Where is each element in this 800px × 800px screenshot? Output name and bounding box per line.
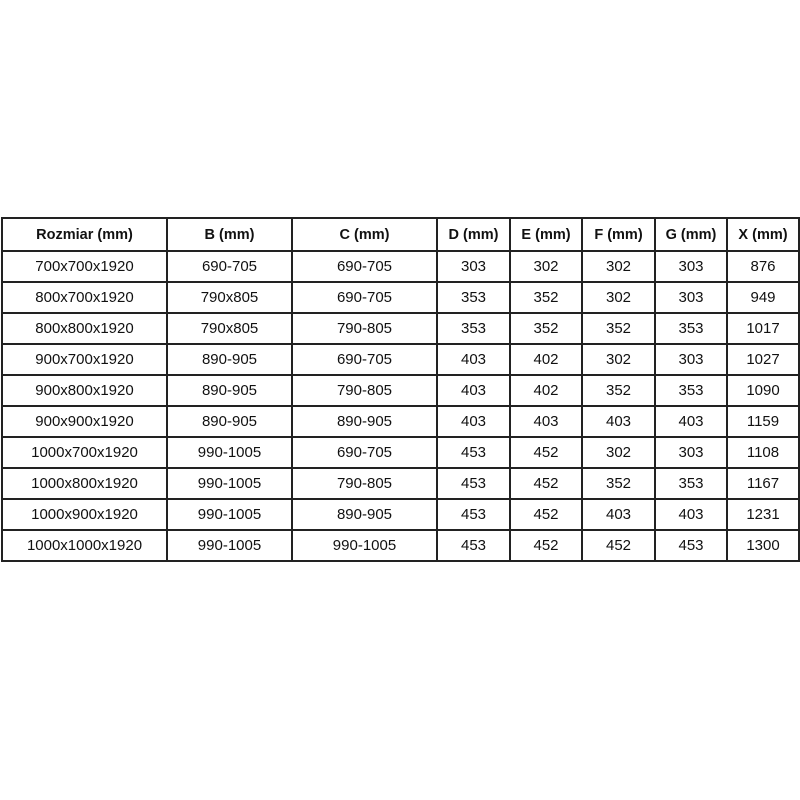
table-cell: 990-1005 <box>292 530 437 561</box>
table-cell: 352 <box>582 468 655 499</box>
table-cell: 1027 <box>727 344 799 375</box>
table-cell: 1167 <box>727 468 799 499</box>
table-cell: 403 <box>510 406 582 437</box>
table-cell: 302 <box>582 437 655 468</box>
table-cell: 302 <box>510 251 582 282</box>
table-cell: 800x700x1920 <box>2 282 167 313</box>
table-cell: 990-1005 <box>167 437 292 468</box>
table-cell: 353 <box>655 313 727 344</box>
table-cell: 990-1005 <box>167 499 292 530</box>
table-cell: 790-805 <box>292 313 437 344</box>
table-cell: 876 <box>727 251 799 282</box>
table-cell: 302 <box>582 251 655 282</box>
table-cell: 403 <box>582 499 655 530</box>
table-cell: 453 <box>437 530 510 561</box>
table-cell: 900x700x1920 <box>2 344 167 375</box>
column-header: Rozmiar (mm) <box>2 218 167 251</box>
table-cell: 453 <box>437 437 510 468</box>
table-cell: 303 <box>655 251 727 282</box>
table-cell: 403 <box>655 499 727 530</box>
table-cell: 1000x1000x1920 <box>2 530 167 561</box>
table-cell: 890-905 <box>292 406 437 437</box>
table-cell: 690-705 <box>292 251 437 282</box>
column-header: F (mm) <box>582 218 655 251</box>
table-cell: 452 <box>510 437 582 468</box>
table-cell: 890-905 <box>292 499 437 530</box>
table-cell: 302 <box>582 344 655 375</box>
table-cell: 303 <box>655 344 727 375</box>
table-cell: 900x800x1920 <box>2 375 167 406</box>
table-row <box>2 282 799 313</box>
table-cell: 352 <box>582 313 655 344</box>
table-cell: 402 <box>510 344 582 375</box>
table-cell: 790x805 <box>167 282 292 313</box>
table-cell: 790-805 <box>292 375 437 406</box>
table-cell: 452 <box>510 530 582 561</box>
table-cell: 690-705 <box>292 437 437 468</box>
table-cell: 890-905 <box>167 406 292 437</box>
table-cell: 949 <box>727 282 799 313</box>
table-cell: 990-1005 <box>167 468 292 499</box>
table-cell: 403 <box>437 344 510 375</box>
table-cell: 890-905 <box>167 375 292 406</box>
table-cell: 353 <box>655 468 727 499</box>
table-row <box>2 313 799 344</box>
table-cell: 1159 <box>727 406 799 437</box>
table-cell: 790x805 <box>167 313 292 344</box>
table-cell: 353 <box>655 375 727 406</box>
table-row <box>2 375 799 406</box>
table-cell: 353 <box>437 282 510 313</box>
table-cell: 690-705 <box>167 251 292 282</box>
table-cell: 1000x700x1920 <box>2 437 167 468</box>
table-cell: 1231 <box>727 499 799 530</box>
table-cell: 1017 <box>727 313 799 344</box>
table-cell: 452 <box>582 530 655 561</box>
table-cell: 1000x800x1920 <box>2 468 167 499</box>
table-cell: 452 <box>510 499 582 530</box>
table-row <box>2 468 799 499</box>
column-header: X (mm) <box>727 218 799 251</box>
table-cell: 990-1005 <box>167 530 292 561</box>
table-cell: 452 <box>510 468 582 499</box>
table-row <box>2 406 799 437</box>
table-row <box>2 251 799 282</box>
table-cell: 352 <box>510 282 582 313</box>
table-cell: 302 <box>582 282 655 313</box>
table-cell: 303 <box>655 437 727 468</box>
table-cell: 303 <box>655 282 727 313</box>
table-cell: 403 <box>437 375 510 406</box>
table-cell: 690-705 <box>292 344 437 375</box>
table-cell: 352 <box>510 313 582 344</box>
table-cell: 790-805 <box>292 468 437 499</box>
table-row <box>2 499 799 530</box>
table-cell: 403 <box>582 406 655 437</box>
table-cell: 403 <box>437 406 510 437</box>
table-cell: 1000x900x1920 <box>2 499 167 530</box>
table-cell: 890-905 <box>167 344 292 375</box>
table-cell: 352 <box>582 375 655 406</box>
table-cell: 700x700x1920 <box>2 251 167 282</box>
table-cell: 1300 <box>727 530 799 561</box>
table-cell: 900x900x1920 <box>2 406 167 437</box>
table-cell: 1108 <box>727 437 799 468</box>
table-cell: 353 <box>437 313 510 344</box>
column-header: E (mm) <box>510 218 582 251</box>
dimensions-table <box>1 217 800 562</box>
table-cell: 453 <box>437 499 510 530</box>
table-cell: 402 <box>510 375 582 406</box>
table-cell: 690-705 <box>292 282 437 313</box>
table-body <box>2 251 799 561</box>
column-header: C (mm) <box>292 218 437 251</box>
table-cell: 303 <box>437 251 510 282</box>
table-cell: 800x800x1920 <box>2 313 167 344</box>
column-header: D (mm) <box>437 218 510 251</box>
column-header: G (mm) <box>655 218 727 251</box>
dimensions-table-container <box>1 217 800 562</box>
table-cell: 403 <box>655 406 727 437</box>
column-header: B (mm) <box>167 218 292 251</box>
table-row <box>2 344 799 375</box>
table-cell: 453 <box>655 530 727 561</box>
table-cell: 1090 <box>727 375 799 406</box>
table-header-row <box>2 218 799 251</box>
table-row <box>2 437 799 468</box>
table-cell: 453 <box>437 468 510 499</box>
table-row <box>2 530 799 561</box>
